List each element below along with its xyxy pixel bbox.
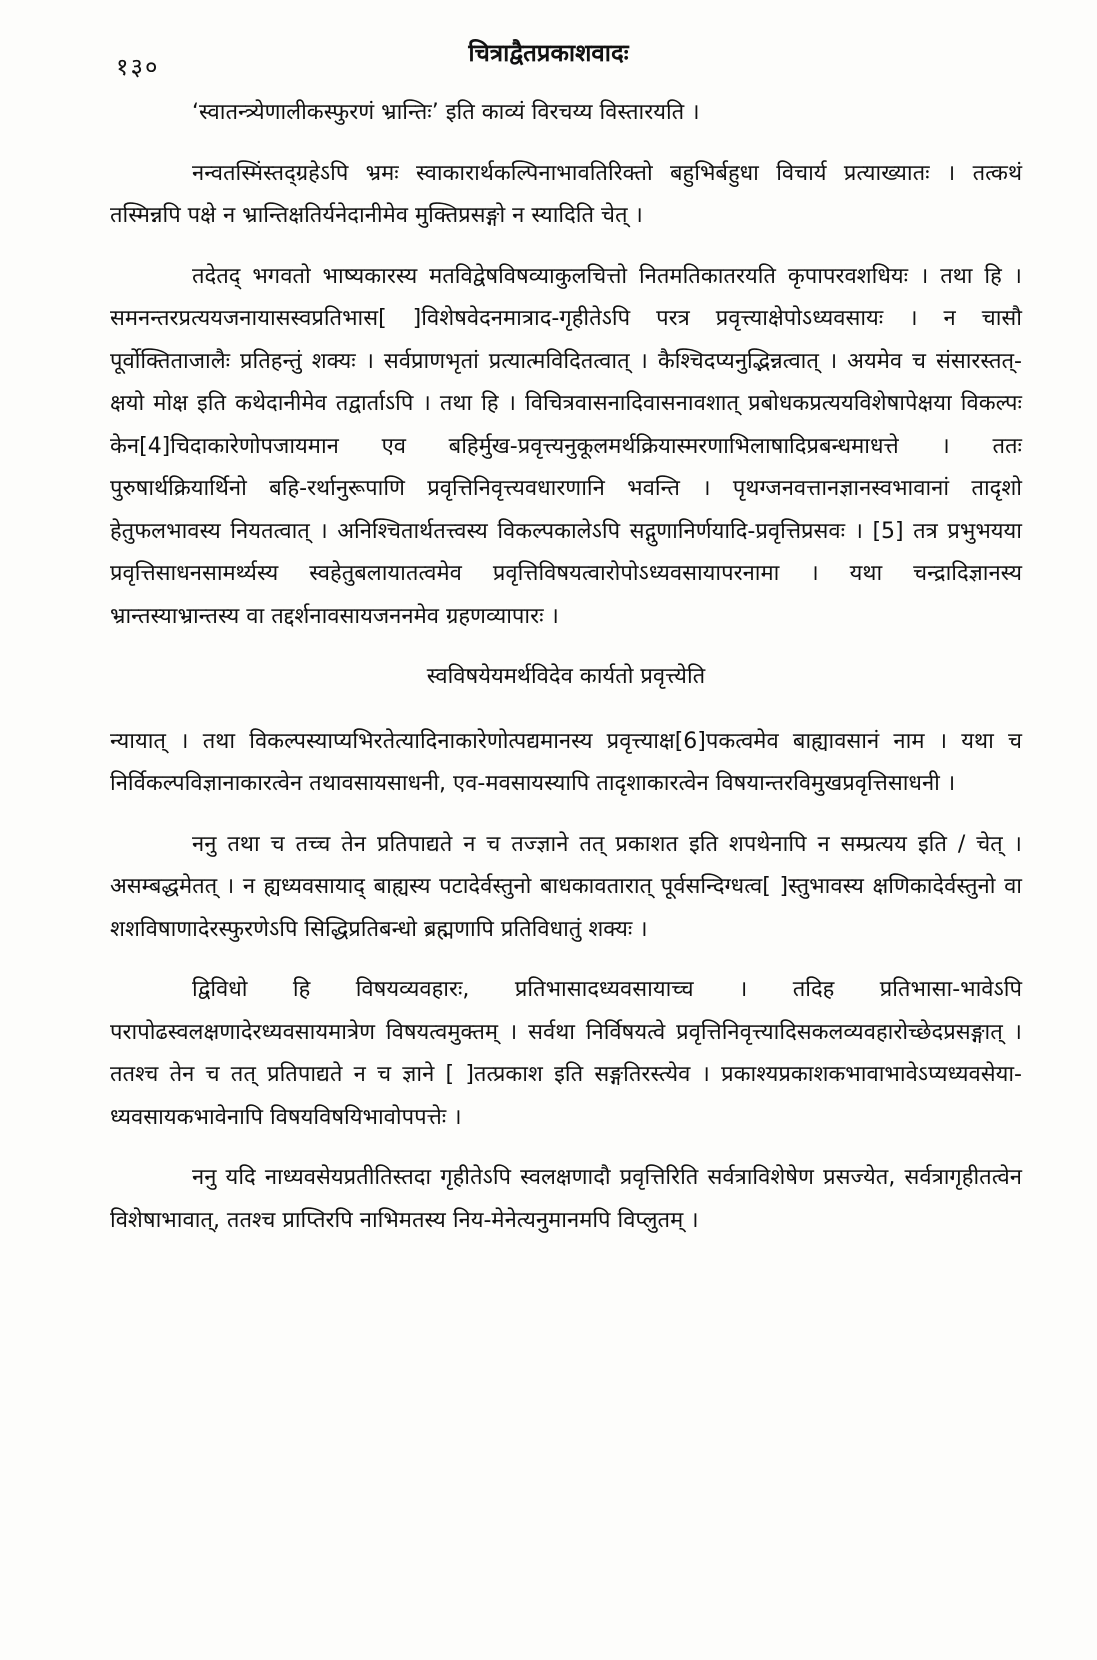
paragraph-4: न्यायात् । तथा विकल्पस्याप्यभिरतेत्यादिनाकारेणोत्पद्यमानस्य प्रवृत्त्याक्ष[6]पकत्वमेव बाह्यावसानं नाम । यथा च निर्विकल्पविज्ञानाकारत्वेन तथावसायसाधनी, एव-मवसायस्यापि तादृशाकारत्वेन विषयान्तरविमुखप्रवृत्तिसाधनी । bbox=[110, 728, 1022, 796]
paragraph-1: ‘स्वातन्त्र्येणालीकस्फुरणं भ्रान्तिः’ इति काव्यं विरचय्य विस्तारयति । bbox=[192, 100, 700, 125]
body-text bbox=[110, 92, 1022, 1242]
verse-line: स्वविषयेयमर्थविदेव कार्यतो प्रवृत्त्येति bbox=[426, 664, 706, 689]
paragraph-5: ननु तथा च तच्च तेन प्रतिपाद्यते न च तज्ज्ञाने तत् प्रकाशत इति शपथेनापि न सम्प्रत्यय इति / चेत् । असम्बद्धमेतत् । न ह्यध्यवसायाद् बाह्यस्य पटादेर्वस्तुनो बाधकावतारात् पूर्वसन्दिग्धत्व[ ]स्तुभावस्य क्षणिकादेर्वस्तुनो वा शशविषाणादेरस्फुरणेऽपि सिद्धिप्रतिबन्धो ब्रह्मणापि प्रतिविधातुं शक्यः । bbox=[110, 831, 1022, 942]
paragraph-7: ननु यदि नाध्यवसेयप्रतीतिस्तदा गृहीतेऽपि स्वलक्षणादौ प्रवृत्तिरिति सर्वत्राविशेषेण प्रसज्येत, सर्वत्रागृहीतत्वेन विशेषाभावात्, ततश्च प्राप्तिरपि नाभिमतस्य निय-मेनेत्यनुमानमपि विप्लुतम् । bbox=[110, 1165, 1022, 1233]
paragraph-3: तदेतद् भगवतो भाष्यकारस्य मतविद्वेषविषव्याकुलचित्तो नितमतिकातरयति कृपापरवशधियः । तथा हि । समनन्तरप्रत्ययजनायासस्वप्रतिभास[ ]विशेषवेदनमात्राद-गृहीतेऽपि परत्र प्रवृत्त्याक्षेपोऽध्यवसायः । न चासौ पूर्वोक्तिताजालैः प्रतिहन्तुं शक्यः । सर्वप्राणभृतां प्रत्यात्मविदितत्वात् । कैश्चिदप्यनुद्भिन्नत्वात् । अयमेव च संसारस्तत्-क्षयो मोक्ष इति कथेदानीमेव तद्वार्ताऽपि । तथा हि । विचित्रवासनादिवासनावशात् प्रबोधकप्रत्ययविशेषापेक्षया विकल्पः केन[4]चिदाकारेणोपजायमान एव बहिर्मुख-प्रवृत्त्यनुकूलमर्थक्रियास्मरणाभिलाषादिप्रबन्धमाधत्ते । ततः पुरुषार्थक्रियार्थिनो बहि-रर्थानुरूपाणि प्रवृत्तिनिवृत्त्यवधारणानि भवन्ति । पृथग्जनवत्तानज्ञानस्वभावानां तादृशो हेतुफलभावस्य नियतत्वात् । अनिश्चितार्थतत्त्वस्य विकल्पकालेऽपि सद्गुणानिर्णयादि-प्रवृत्तिप्रसवः । [5] तत्र प्रभुभयया प्रवृत्तिसाधनसामर्थ्यस्य स्वहेतुबलायातत्वमेव प्रवृत्तिविषयत्वारोपोऽध्यवसायापरनामा । यथा चन्द्रादिज्ञानस्य भ्रान्तस्याभ्रान्तस्य वा तद्दर्शनावसायजननमेव ग्रहणव्यापारः । bbox=[110, 263, 1022, 629]
paragraph-6: द्विविधो हि विषयव्यवहारः, प्रतिभासादध्यवसायाच्च । तदिह प्रतिभासा-भावेऽपि परापोढस्वलक्षणादेरध्यवसायमात्रेण विषयत्वमुक्तम् । सर्वथा निर्विषयत्वे प्रवृत्तिनिवृत्त्यादिसकलव्यवहारोच्छेदप्रसङ्गात् । ततश्च तेन च तत् प्रतिपाद्यते न च ज्ञाने [ ]तत्प्रकाश इति सङ्गतिरस्त्येव । प्रकाश्यप्रकाशकभावाभावेऽप्यध्यवसेया-ध्यवसायकभावेनापि विषयविषयिभावोपपत्तेः । bbox=[110, 977, 1022, 1130]
paragraph-2: नन्वतस्मिंस्तद्ग्रहेऽपि भ्रमः स्वाकारार्थकल्पिनाभावतिरिक्तो बहुभिर्बहुधा विचार्य प्रत्याख्यातः । तत्कथं तस्मिन्नपि पक्षे न भ्रान्तिक्षतिर्यनेदानीमेव मुक्तिप्रसङ्गो न स्यादिति चेत् । bbox=[110, 160, 1022, 228]
page-number: १३० bbox=[116, 53, 160, 81]
running-head: चित्राद्वैतप्रकाशवादः bbox=[468, 39, 629, 67]
